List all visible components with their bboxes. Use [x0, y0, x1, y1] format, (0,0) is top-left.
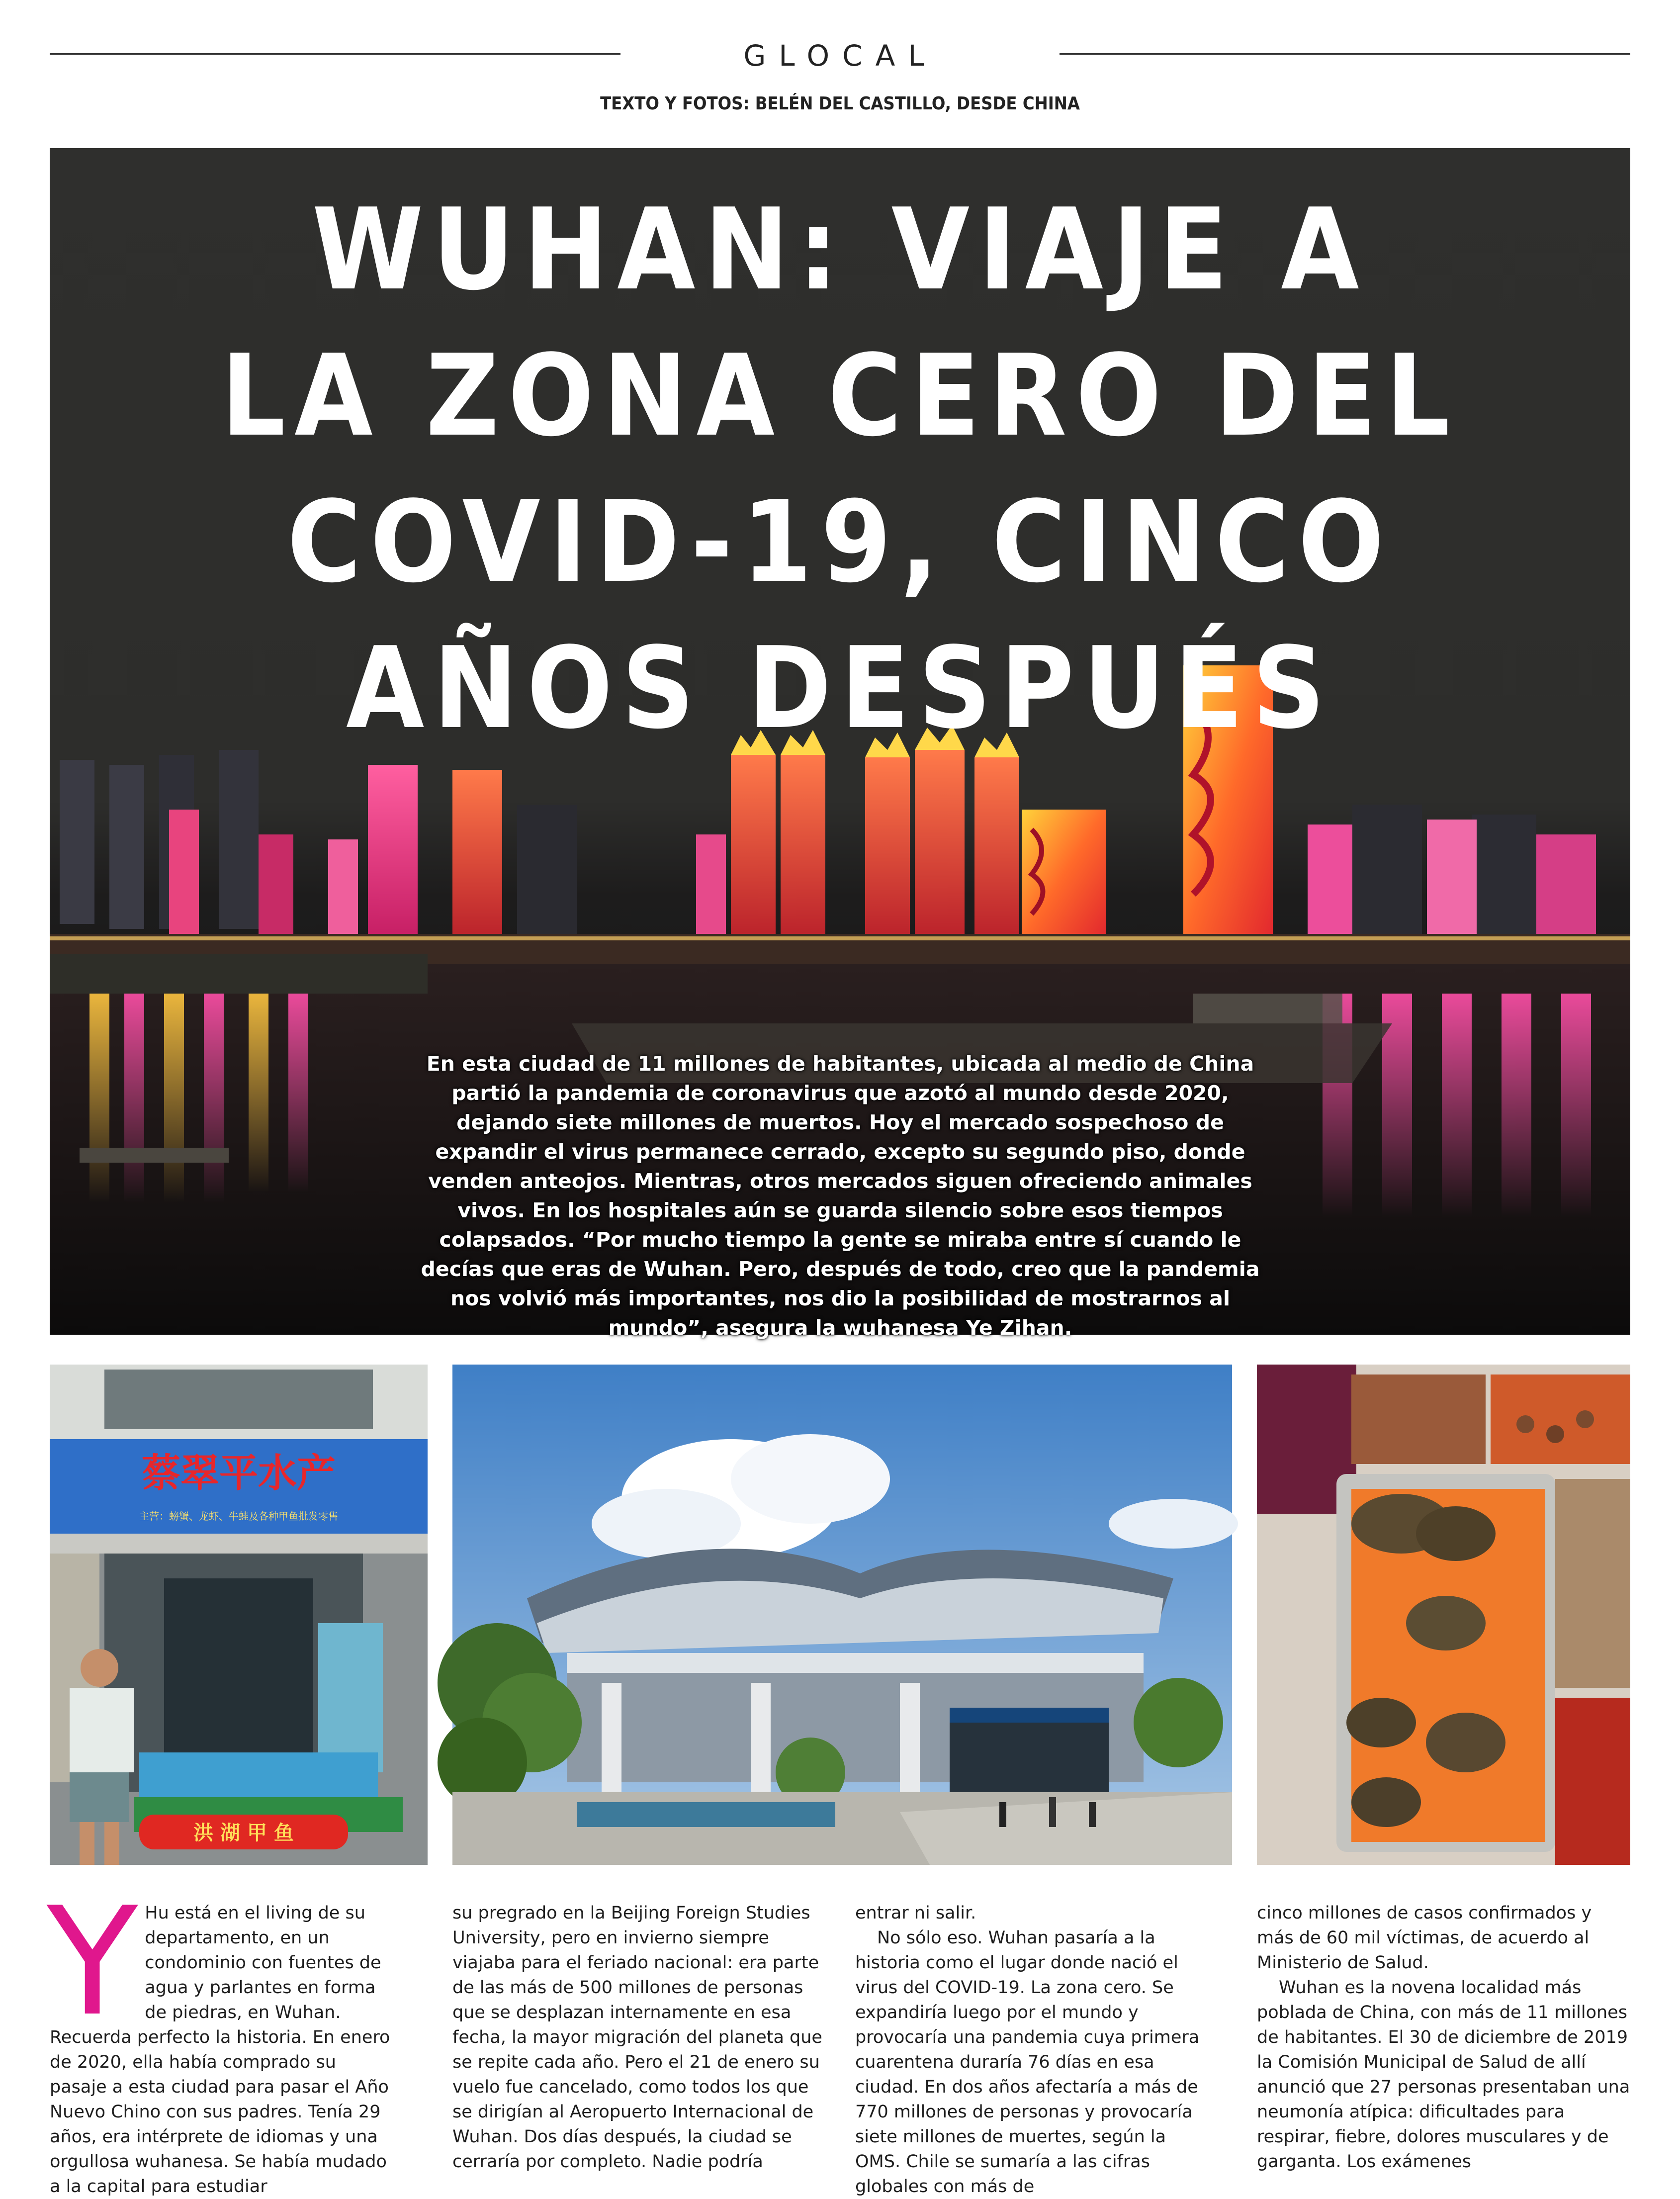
photo-market-turtles — [1257, 1365, 1630, 1865]
photo-seafood-market — [50, 1365, 428, 1865]
station-illustration — [452, 1365, 1232, 1865]
dropcap: Y — [47, 1875, 138, 2049]
headline-line: LA ZONA CERO DEL — [221, 331, 1459, 461]
headline — [149, 177, 1531, 762]
hero-photo — [50, 148, 1630, 1340]
header-rule-left — [50, 53, 620, 55]
paragraph: Hu está en el living de su departamento, en un condominio con fuentes de agua y parlantes en forma de piedras, en Wuhan. Recuerda perfecto la historia. En enero de 2020, ella había comprado su pasaje a esta ciudad para pasar el Año Nuevo Chino con sus padres. Tenía 29 años, era intérprete de idiomas y una orgullosa wuhanesa. Se había mudado a la capital para estudiar — [50, 1903, 390, 2197]
deck-paragraph: En esta ciudad de 11 millones de habitantes, ubicada al medio de China partió la pandemia de coronavirus que azotó al mundo desde 2020, dejando siete millones de muertos. Hoy el mercado sospechoso de expandir el virus permanece cerrado, excepto su segundo piso, donde venden anteojos. Mientras, otros mercados siguen ofreciendo animales vivos. En los hospitales aún se guarda silencio sobre esos tiempos colapsados. “Por mucho tiempo la gente se miraba entre sí cuando le decías que eras de Wuhan. Pero, después de todo, creo que la pandemia nos volvió más importantes, nos dio la posibilidad de mostrarnos al mundo”, asegura la wuhanesa Ye Zihan. — [421, 1052, 1260, 1340]
article-column-4 — [1257, 1901, 1630, 2172]
section-title: GLOCAL — [743, 39, 937, 73]
turtle-trays-illustration — [1257, 1365, 1630, 1865]
header-rule-right — [1060, 53, 1630, 55]
paragraph: No sólo eso. Wuhan pasaría a la historia como el lugar donde nació el virus del COVID-19. La zona cero. Se expandiría luego por el mundo y provocaría una pandemia cuya primera cuarentena duraría 76 días en esa ciudad. En dos años afectaría a más de 770 millones de personas y provocaría siete millones de muertes, según la OMS. Chile se sumaría a las cifras globales con más de — [855, 1928, 1200, 2197]
headline-line: COVID-19, CINCO — [287, 477, 1393, 608]
paragraph: su pregrado en la Beijing Foreign Studies University, pero en invierno siempre viajaba para el feriado nacional: era parte de las más de 500 millones de personas que se desplazan internamente en esa fecha, la mayor migración del planeta que se repite cada año. Pero el 21 de enero su vuelo fue cancelado, como todos los que se dirigían al Aeropuerto Internacional de Wuhan. Dos días después, la ciudad se cerraría por completo. Nadie podría — [452, 1903, 822, 2172]
paragraph: entrar ni salir. — [855, 1903, 976, 1923]
byline: TEXTO Y FOTOS: BELÉN DEL CASTILLO, DESDE CHINA — [600, 93, 1080, 114]
article-column-1 — [47, 1875, 393, 2197]
photo-railway-station — [452, 1365, 1232, 1865]
headline-line: AÑOS DESPUÉS — [346, 623, 1334, 754]
market-sign-text: 蔡翠平水产 — [141, 1451, 336, 1496]
article-column-3 — [855, 1901, 1213, 2197]
market-subsign-text: 主营：螃蟹、龙虾、牛蛙及各种甲鱼批发零售 — [139, 1510, 338, 1522]
article-column-2 — [452, 1901, 825, 2172]
market-banner-text: 洪 湖 甲 鱼 — [193, 1822, 294, 1844]
paragraph: Wuhan es la novena localidad más poblada de China, con más de 11 millones de habitantes. El 30 de diciembre de 2019 la Comisión Municipal de Salud de allí anunció que 27 personas presentaban una neumonía atípica: dificultades para respirar, fiebre, dolores musculares y de garganta. Los exámenes — [1257, 1978, 1630, 2172]
paragraph: cinco millones de casos confirmados y más de 60 mil víctimas, de acuerdo al Ministerio de Salud. — [1257, 1903, 1592, 1973]
market-storefront-illustration — [50, 1365, 428, 1865]
headline-line: WUHAN: VIAJE A — [312, 184, 1368, 315]
